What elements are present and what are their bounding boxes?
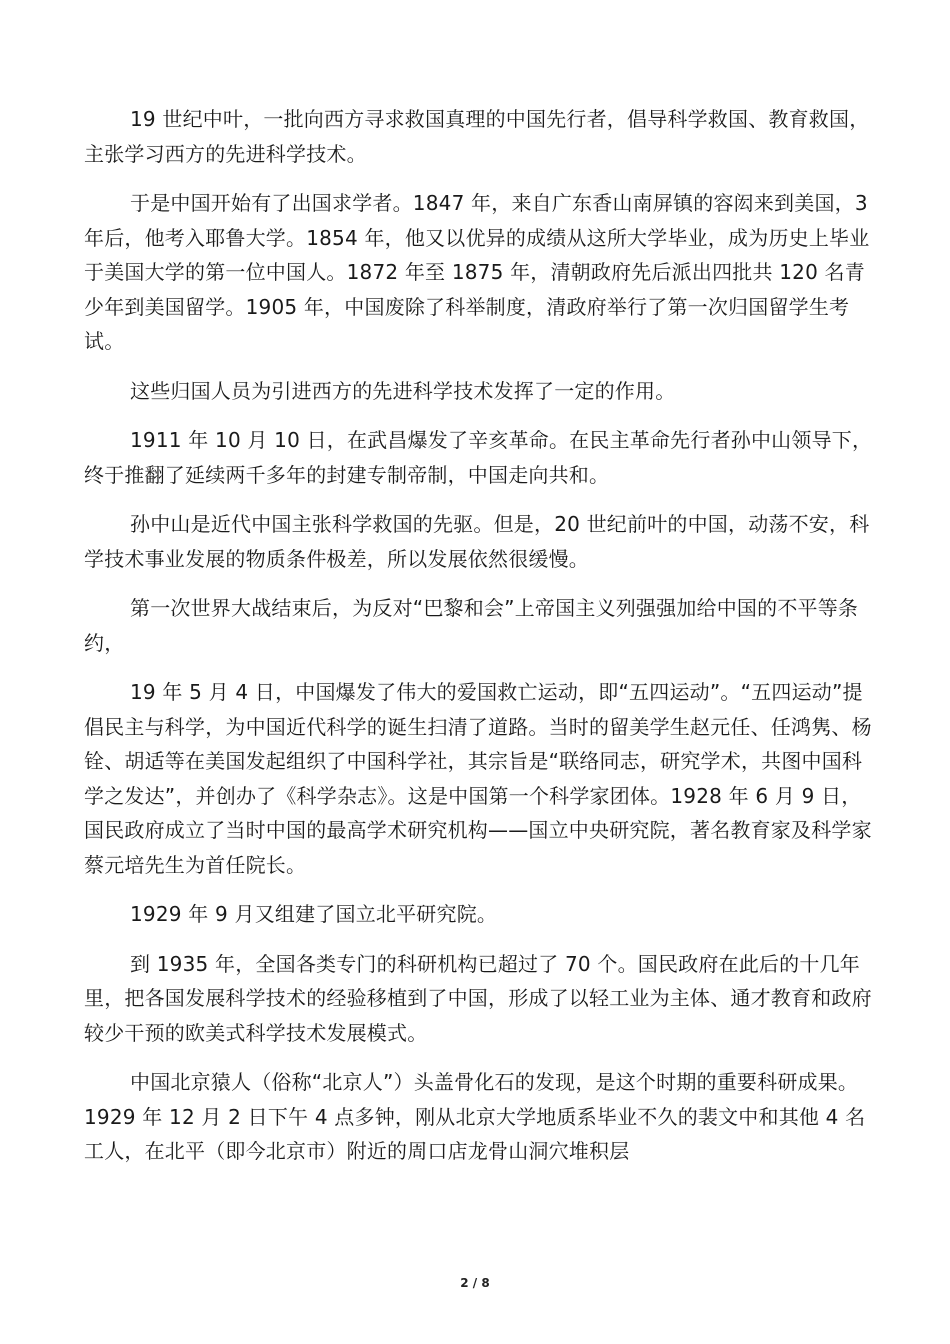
page-number: 2 / 8 xyxy=(460,1276,490,1290)
paragraph-6: 第一次世界大战结束后，为反对“巴黎和会”上帝国主义列强强加给中国的不平等条约， xyxy=(84,596,859,655)
paragraph-5: 孙中山是近代中国主张科学救国的先驱。但是，20 世纪前叶的中国，动荡不安，科学技术事业发展的物质条件极差，所以发展依然很缓慢。 xyxy=(84,512,870,571)
document-body xyxy=(84,102,874,1184)
paragraph-7: 19 年 5 月 4 日，中国爆发了伟大的爱国救亡运动，即“五四运动”。“五四运动”提倡民主与科学，为中国近代科学的诞生扫清了道路。当时的留美学生赵元任、任鸿隽、杨铨、胡适等在美国发起组织了中国科学社，其宗旨是“联络同志，研究学术，共图中国科学之发达”，并创办了《科学杂志》。这是中国第一个科学家团体。1928 年 6 月 9 日，国民政府成立了当时中国的最高学术研究机构——国立中央研究院，著名教育家及科学家蔡元培先生为首任院长。 xyxy=(84,680,872,877)
paragraph-9: 到 1935 年，全国各类专门的科研机构已超过了 70 个。国民政府在此后的十几年里，把各国发展科学技术的经验移植到了中国，形成了以轻工业为主体、通才教育和政府较少干预的欧美式科学技术发展模式。 xyxy=(84,951,872,1045)
paragraph-3: 这些归国人员为引进西方的先进科学技术发挥了一定的作用。 xyxy=(130,378,676,403)
paragraph-1: 19 世纪中叶，一批向西方寻求救国真理的中国先行者，倡导科学救国、教育救国，主张学习西方的先进科学技术。 xyxy=(84,107,870,166)
paragraph-2: 于是中国开始有了出国求学者。1847 年，来自广东香山南屏镇的容闳来到美国，3 年后，他考入耶鲁大学。1854 年，他又以优异的成绩从这所大学毕业，成为历史上毕业于美国大学的第一位中国人。1872 年至 1875 年，清朝政府先后派出四批共 120 名青少年到美国留学。1905 年，中国废除了科举制度，清政府举行了第一次归国留学生考试。 xyxy=(84,191,870,353)
paragraph-8: 1929 年 9 月又组建了国立北平研究院。 xyxy=(130,902,498,926)
paragraph-10: 中国北京猿人（俗称“北京人”）头盖骨化石的发现，是这个时期的重要科研成果。1929 年 12 月 2 日下午 4 点多钟，刚从北京大学地质系毕业不久的裴文中和其他 4 名工人，在北平（即今北京市）附近的周口店龙骨山洞穴堆积层 xyxy=(84,1070,866,1163)
paragraph-4: 1911 年 10 月 10 日，在武昌爆发了辛亥革命。在民主革命先行者孙中山领导下，终于推翻了延续两千多年的封建专制帝制，中国走向共和。 xyxy=(84,428,873,487)
